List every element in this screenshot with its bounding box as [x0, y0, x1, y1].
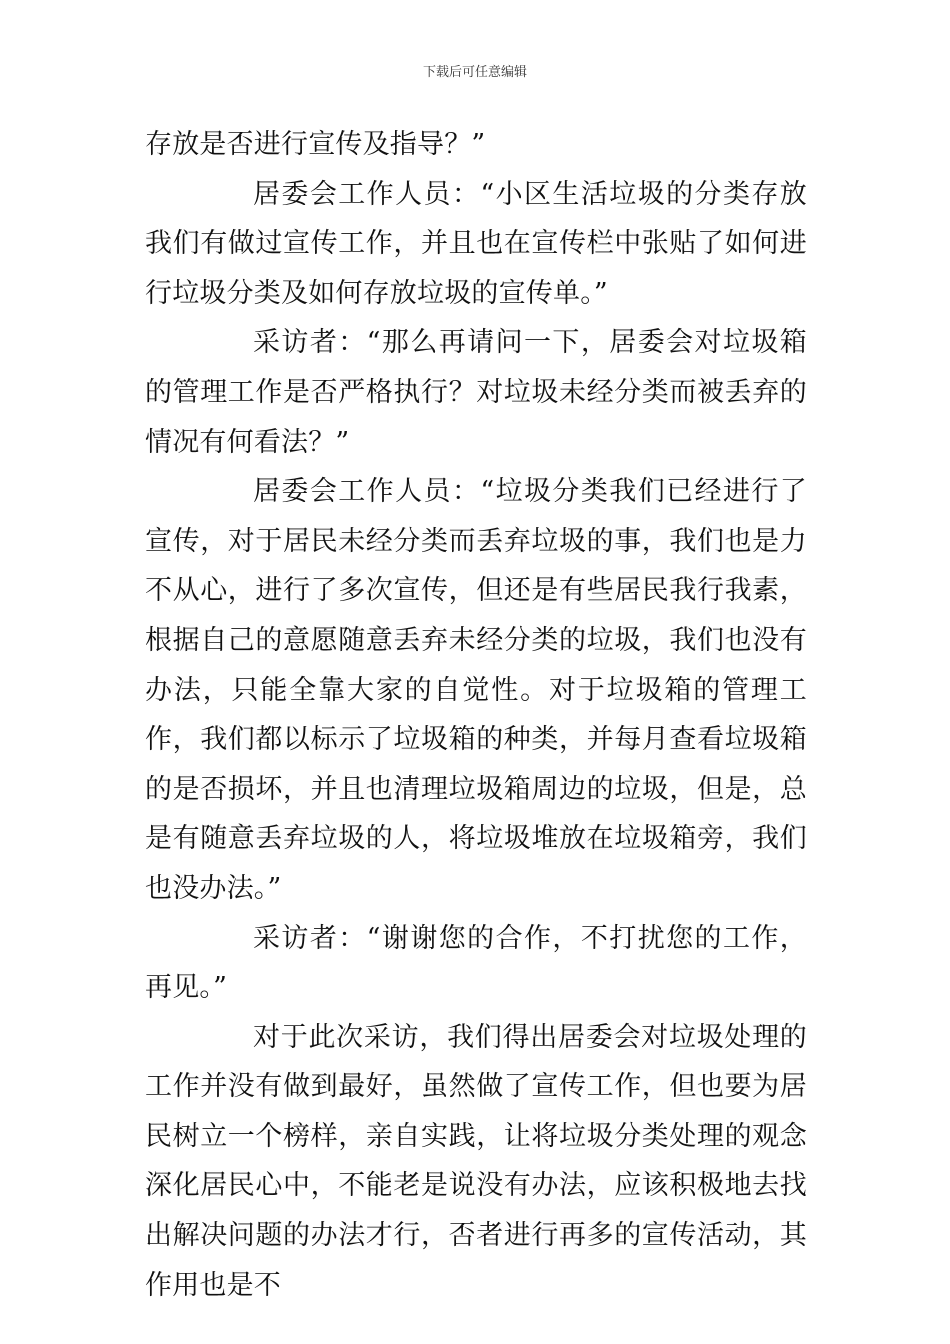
paragraph-continuation: 存放是否进行宣传及指导？”	[145, 129, 486, 160]
paragraph-interviewer-question: 采访者：“那么再请问一下，居委会对垃圾箱的管理工作是否严格执行？对垃圾未经分类而被丢弃的情况有何看法？”	[145, 327, 807, 458]
document-body	[145, 120, 807, 1310]
paragraph-staff-answer-1: 居委会工作人员：“小区生活垃圾的分类存放我们有做过宣传工作，并且也在宣传栏中张贴了如何进行垃圾分类及如何存放垃圾的宣传单。”	[145, 178, 807, 309]
paragraph-interviewer-closing: 采访者：“谢谢您的合作，不打扰您的工作，再见。”	[145, 922, 807, 1004]
paragraph-conclusion: 对于此次采访，我们得出居委会对垃圾处理的工作并没有做到最好，虽然做了宣传工作，但也要为居民树立一个榜样，亲自实践，让将垃圾分类处理的观念深化居民心中，不能老是说没有办法，应该积极地去找出解决问题的办法才行，否者进行再多的宣传活动，其作用也是不	[145, 1021, 807, 1301]
paragraph-staff-answer-2: 居委会工作人员：“垃圾分类我们已经进行了宣传，对于居民未经分类而丢弃垃圾的事，我们也是力不从心，进行了多次宣传，但还是有些居民我行我素，根据自己的意愿随意丢弃未经分类的垃圾，我们也没有办法，只能全靠大家的自觉性。对于垃圾箱的管理工作，我们都以标示了垃圾箱的种类，并每月查看垃圾箱的是否损坏，并且也清理垃圾箱周边的垃圾，但是，总是有随意丢弃垃圾的人，将垃圾堆放在垃圾箱旁，我们也没办法。”	[145, 476, 807, 904]
page-header: 下载后可任意编辑	[422, 65, 527, 80]
